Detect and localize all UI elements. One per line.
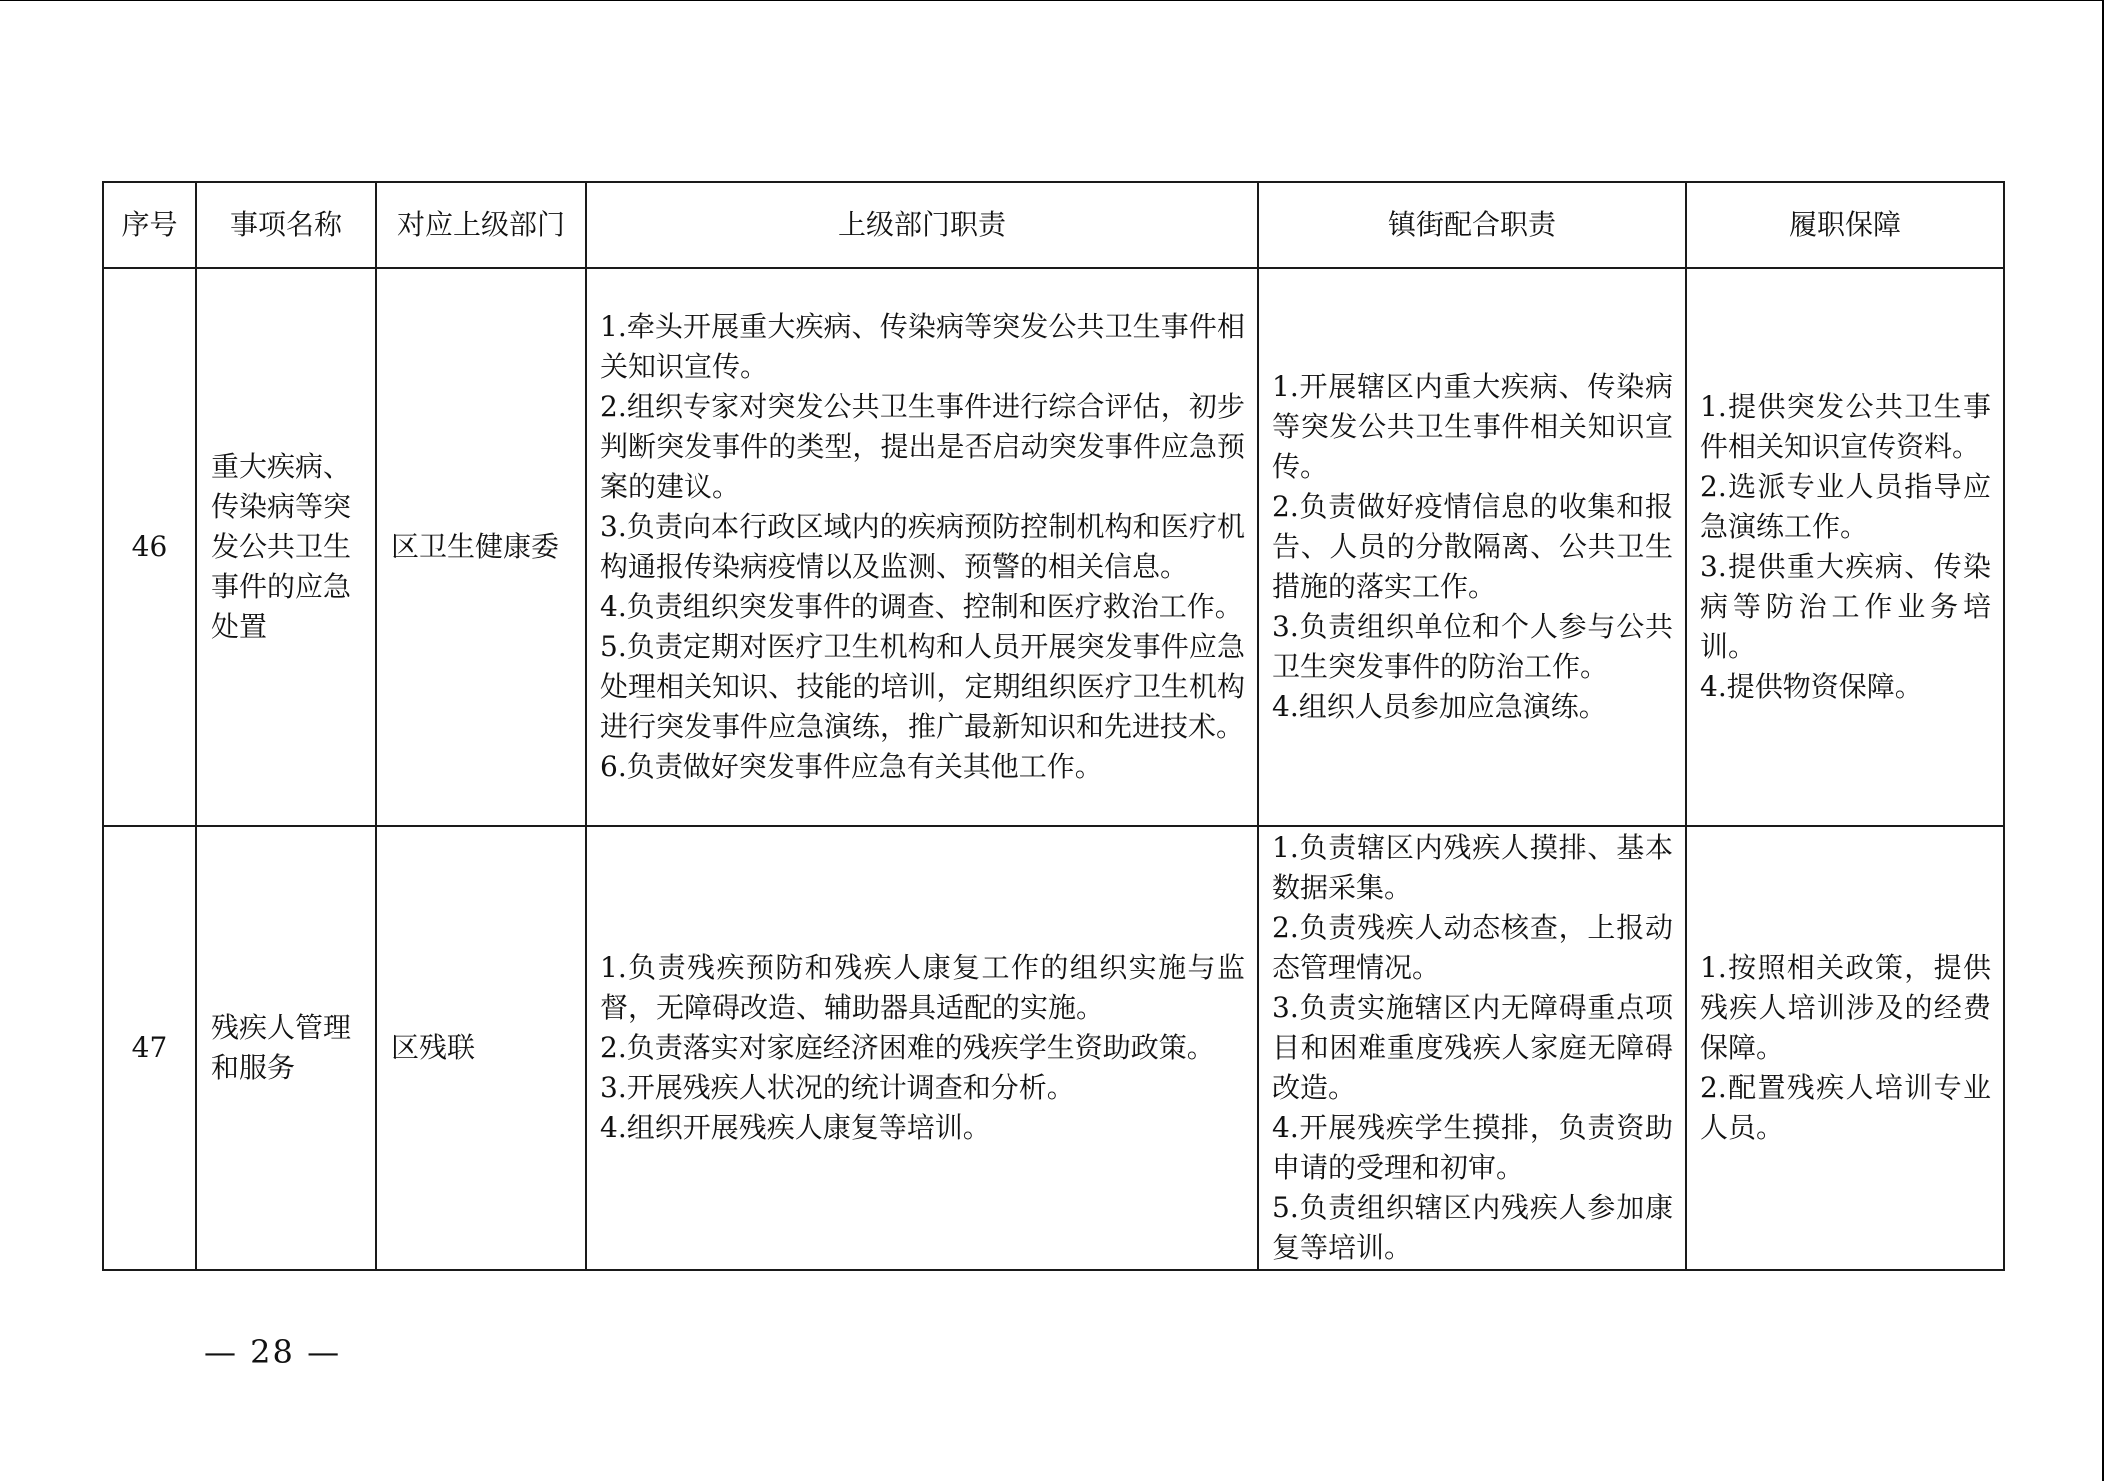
row-town-duties (1258, 268, 1686, 826)
duty-item: 4.组织开展残疾人康复等培训。 (600, 1111, 991, 1144)
duty-item: 5.负责定期对医疗卫生机构和人员开展突发事件应急处理相关知识、技能的培训，定期组织医疗卫生机构进行突发事件应急演练，推广最新知识和先进技术。 (600, 630, 1245, 743)
duty-item: 1.开展辖区内重大疾病、传染病等突发公共卫生事件相关知识宣传。 (1272, 370, 1673, 483)
row-dept: 区残联 (376, 826, 586, 1270)
duty-item: 3.开展残疾人状况的统计调查和分析。 (600, 1071, 1075, 1104)
duty-item: 6.负责做好突发事件应急有关其他工作。 (600, 750, 1103, 783)
duty-item: 2.负责做好疫情信息的收集和报告、人员的分散隔离、公共卫生措施的落实工作。 (1272, 490, 1673, 603)
row-guarantee (1686, 826, 2004, 1270)
header-town-duties: 镇街配合职责 (1258, 182, 1686, 268)
guarantee-item: 2.配置残疾人培训专业人员。 (1700, 1071, 1991, 1144)
header-seq: 序号 (103, 182, 196, 268)
guarantee-item: 1.提供突发公共卫生事件相关知识宣传资料。 (1700, 390, 1991, 463)
duty-item: 3.负责组织单位和个人参与公共卫生突发事件的防治工作。 (1272, 610, 1673, 683)
duty-item: 2.负责落实对家庭经济困难的残疾学生资助政策。 (600, 1031, 1215, 1064)
duty-item: 5.负责组织辖区内残疾人参加康复等培训。 (1272, 1191, 1673, 1264)
table-row (103, 268, 2004, 826)
row-item-name: 残疾人管理和服务 (196, 826, 376, 1270)
row-upper-duties (586, 268, 1258, 826)
guarantee-item: 2.选派专业人员指导应急演练工作。 (1700, 470, 1991, 543)
page-border-top (0, 0, 2104, 1)
page-number: — 28 — (204, 1333, 342, 1371)
header-upper-duties: 上级部门职责 (586, 182, 1258, 268)
row-item-name: 重大疾病、传染病等突发公共卫生事件的应急处置 (196, 268, 376, 826)
header-item-name: 事项名称 (196, 182, 376, 268)
duty-item: 4.开展残疾学生摸排，负责资助申请的受理和初审。 (1272, 1111, 1673, 1184)
duty-item: 1.负责残疾预防和残疾人康复工作的组织实施与监督，无障碍改造、辅助器具适配的实施。 (600, 951, 1245, 1024)
guarantee-item: 4.提供物资保障。 (1700, 670, 1923, 703)
duty-item: 2.负责残疾人动态核查，上报动态管理情况。 (1272, 911, 1673, 984)
guarantee-item: 3.提供重大疾病、传染病等防治工作业务培训。 (1700, 550, 1991, 663)
row-seq: 46 (103, 268, 196, 826)
row-seq: 47 (103, 826, 196, 1270)
row-town-duties (1258, 826, 1686, 1270)
duty-item: 2.组织专家对突发公共卫生事件进行综合评估，初步判断突发事件的类型，提出是否启动突发事件应急预案的建议。 (600, 390, 1245, 503)
duty-item: 3.负责向本行政区域内的疾病预防控制机构和医疗机构通报传染病疫情以及监测、预警的相关信息。 (600, 510, 1245, 583)
row-guarantee (1686, 268, 2004, 826)
header-dept: 对应上级部门 (376, 182, 586, 268)
duty-item: 4.组织人员参加应急演练。 (1272, 690, 1607, 723)
duty-item: 3.负责实施辖区内无障碍重点项目和困难重度残疾人家庭无障碍改造。 (1272, 991, 1673, 1104)
guarantee-item: 1.按照相关政策，提供残疾人培训涉及的经费保障。 (1700, 951, 1991, 1064)
duty-item: 4.负责组织突发事件的调查、控制和医疗救治工作。 (600, 590, 1243, 623)
table-header-row (103, 182, 2004, 268)
table-row (103, 826, 2004, 1270)
duty-table (102, 181, 2005, 1271)
row-upper-duties (586, 826, 1258, 1270)
duty-item: 1.牵头开展重大疾病、传染病等突发公共卫生事件相关知识宣传。 (600, 310, 1245, 383)
row-dept: 区卫生健康委 (376, 268, 586, 826)
header-guarantee: 履职保障 (1686, 182, 2004, 268)
duty-item: 1.负责辖区内残疾人摸排、基本数据采集。 (1272, 831, 1673, 904)
